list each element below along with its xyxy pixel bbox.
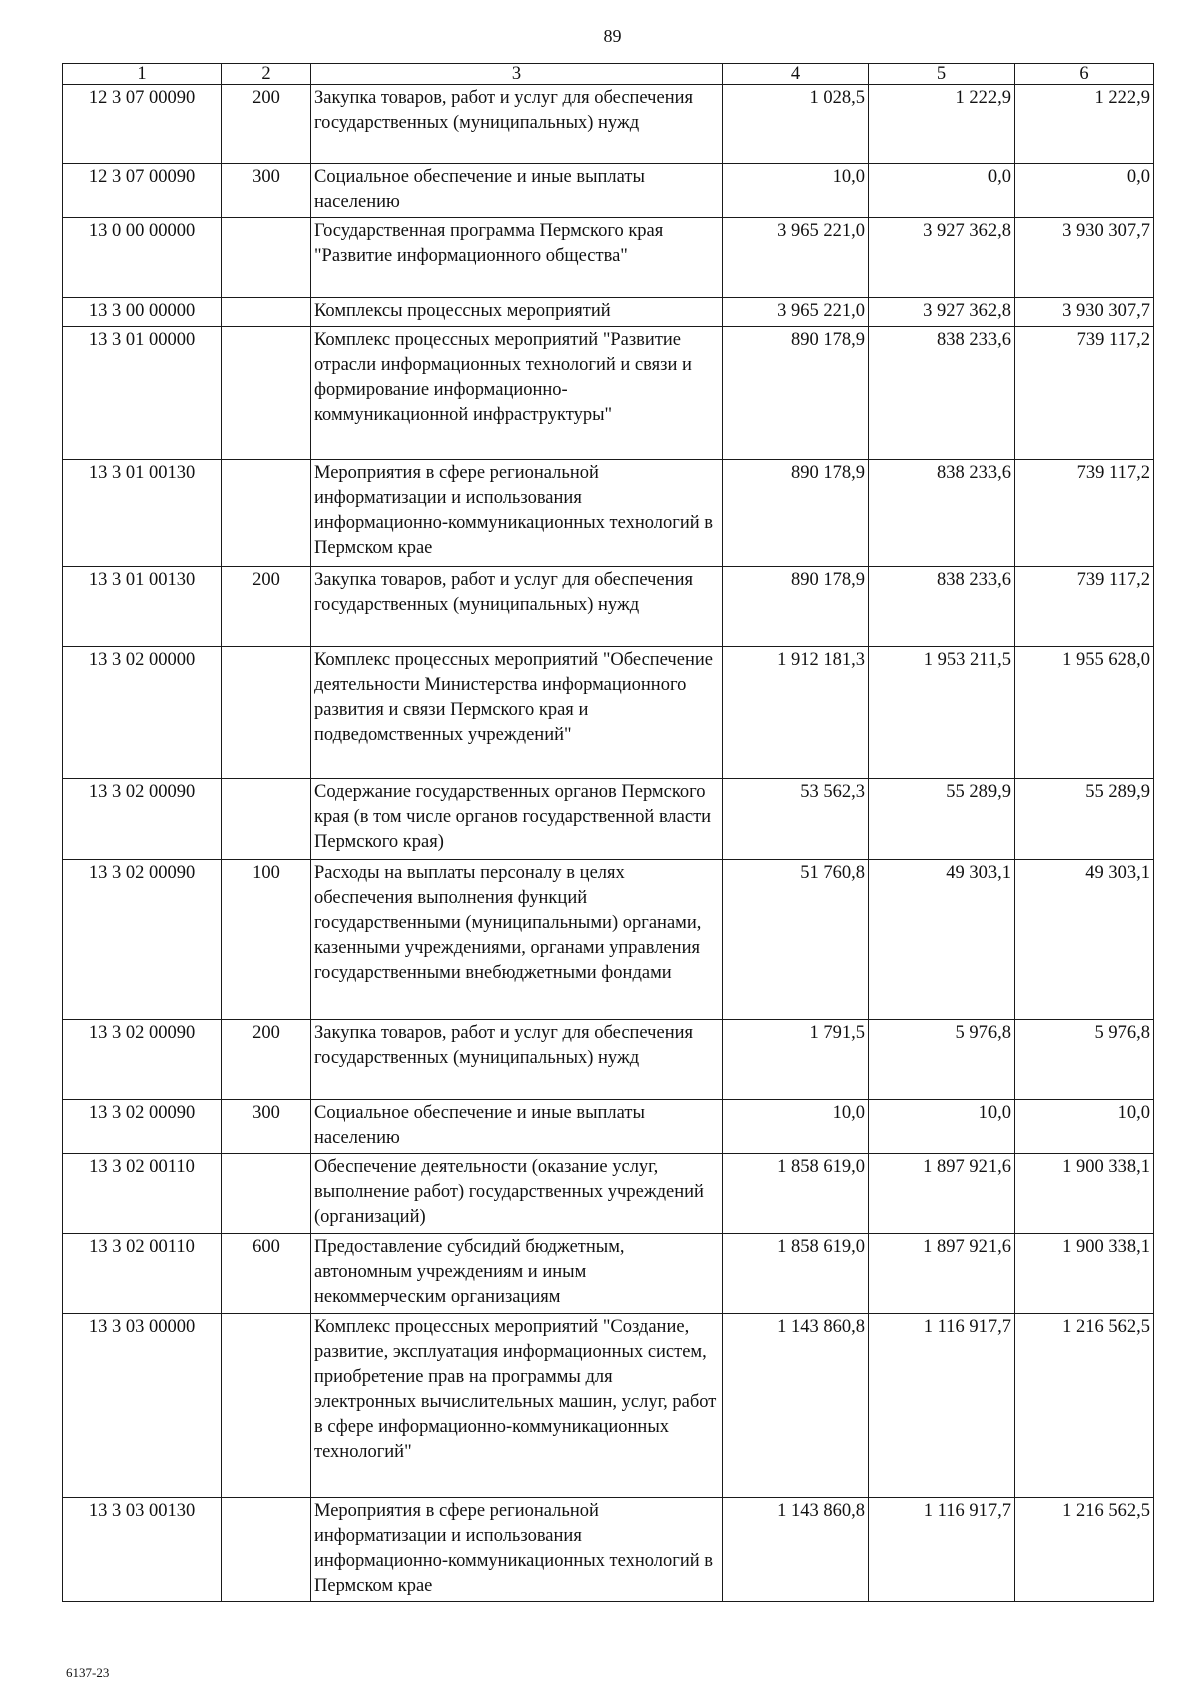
row-value-cell: 1 900 338,1 xyxy=(1015,1154,1154,1234)
row-name-cell: Комплекс процессных мероприятий "Создание, развитие, эксплуатация информационных систем, приобретение прав на программы для электронных вычислительных машин, услуг, работ в сфере информационно-коммуникационных технологий" xyxy=(311,1314,723,1498)
row-code-cell: 13 0 00 00000 xyxy=(63,218,222,298)
row-value-cell: 55 289,9 xyxy=(1015,779,1154,860)
row-value-cell: 739 117,2 xyxy=(1015,460,1154,567)
table-row xyxy=(63,1234,1154,1314)
table-row xyxy=(63,1314,1154,1498)
table-row xyxy=(63,1100,1154,1154)
row-value-cell: 3 965 221,0 xyxy=(723,298,869,327)
row-code-cell: 13 3 01 00130 xyxy=(63,567,222,647)
footer-document-code: 6137-23 xyxy=(66,1665,110,1680)
table-row xyxy=(63,460,1154,567)
table-row xyxy=(63,779,1154,860)
row-code-cell: 13 3 02 00110 xyxy=(63,1234,222,1314)
row-value-cell: 1 116 917,7 xyxy=(869,1314,1015,1498)
column-header: 1 xyxy=(63,64,222,85)
row-value-cell: 890 178,9 xyxy=(723,460,869,567)
row-expense-type-cell xyxy=(222,647,311,779)
row-value-cell: 1 222,9 xyxy=(869,85,1015,164)
row-value-cell: 0,0 xyxy=(869,164,1015,218)
row-value-cell: 1 897 921,6 xyxy=(869,1154,1015,1234)
row-expense-type-cell: 200 xyxy=(222,1020,311,1100)
row-code-cell: 12 3 07 00090 xyxy=(63,85,222,164)
row-value-cell: 890 178,9 xyxy=(723,327,869,460)
table-row xyxy=(63,218,1154,298)
table-row xyxy=(63,567,1154,647)
row-value-cell: 1 953 211,5 xyxy=(869,647,1015,779)
row-name-cell: Обеспечение деятельности (оказание услуг, выполнение работ) государственных учреждений (организаций) xyxy=(311,1154,723,1234)
row-value-cell: 51 760,8 xyxy=(723,860,869,1020)
table-row xyxy=(63,85,1154,164)
row-name-cell: Комплекс процессных мероприятий "Развитие отрасли информационных технологий и связи и формирование информационно-коммуникационной инфраструктуры" xyxy=(311,327,723,460)
row-value-cell: 1 912 181,3 xyxy=(723,647,869,779)
row-value-cell: 3 927 362,8 xyxy=(869,298,1015,327)
row-code-cell: 13 3 02 00090 xyxy=(63,779,222,860)
row-value-cell: 3 930 307,7 xyxy=(1015,218,1154,298)
row-expense-type-cell xyxy=(222,1498,311,1602)
row-expense-type-cell: 300 xyxy=(222,1100,311,1154)
row-name-cell: Социальное обеспечение и иные выплаты населению xyxy=(311,1100,723,1154)
row-value-cell: 3 927 362,8 xyxy=(869,218,1015,298)
row-expense-type-cell xyxy=(222,460,311,567)
row-expense-type-cell xyxy=(222,1154,311,1234)
row-name-cell: Комплекс процессных мероприятий "Обеспечение деятельности Министерства информационного развития и связи Пермского края и подведомственных учреждений" xyxy=(311,647,723,779)
column-header: 5 xyxy=(869,64,1015,85)
column-header: 2 xyxy=(222,64,311,85)
row-value-cell: 1 143 860,8 xyxy=(723,1314,869,1498)
row-value-cell: 739 117,2 xyxy=(1015,567,1154,647)
row-value-cell: 1 222,9 xyxy=(1015,85,1154,164)
row-code-cell: 13 3 01 00130 xyxy=(63,460,222,567)
row-expense-type-cell xyxy=(222,327,311,460)
row-name-cell: Государственная программа Пермского края "Развитие информационного общества" xyxy=(311,218,723,298)
row-code-cell: 13 3 02 00090 xyxy=(63,860,222,1020)
row-name-cell: Закупка товаров, работ и услуг для обеспечения государственных (муниципальных) нужд xyxy=(311,1020,723,1100)
row-expense-type-cell xyxy=(222,779,311,860)
row-value-cell: 0,0 xyxy=(1015,164,1154,218)
row-value-cell: 5 976,8 xyxy=(1015,1020,1154,1100)
row-code-cell: 13 3 00 00000 xyxy=(63,298,222,327)
table-row xyxy=(63,164,1154,218)
row-code-cell: 13 3 02 00110 xyxy=(63,1154,222,1234)
row-value-cell: 1 216 562,5 xyxy=(1015,1498,1154,1602)
page-number: 89 xyxy=(603,26,622,46)
row-code-cell: 13 3 01 00000 xyxy=(63,327,222,460)
row-code-cell: 13 3 02 00000 xyxy=(63,647,222,779)
column-header: 4 xyxy=(723,64,869,85)
row-expense-type-cell: 200 xyxy=(222,567,311,647)
row-name-cell: Закупка товаров, работ и услуг для обеспечения государственных (муниципальных) нужд xyxy=(311,85,723,164)
row-name-cell: Закупка товаров, работ и услуг для обеспечения государственных (муниципальных) нужд xyxy=(311,567,723,647)
row-code-cell: 12 3 07 00090 xyxy=(63,164,222,218)
row-value-cell: 1 858 619,0 xyxy=(723,1154,869,1234)
row-name-cell: Мероприятия в сфере региональной информатизации и использования информационно-коммуникационных технологий в Пермском крае xyxy=(311,1498,723,1602)
row-value-cell: 10,0 xyxy=(723,1100,869,1154)
table-row xyxy=(63,1498,1154,1602)
row-name-cell: Содержание государственных органов Пермского края (в том числе органов государственной власти Пермского края) xyxy=(311,779,723,860)
row-value-cell: 10,0 xyxy=(869,1100,1015,1154)
row-value-cell: 1 116 917,7 xyxy=(869,1498,1015,1602)
row-value-cell: 739 117,2 xyxy=(1015,327,1154,460)
row-name-cell: Мероприятия в сфере региональной информатизации и использования информационно-коммуникационных технологий в Пермском крае xyxy=(311,460,723,567)
row-value-cell: 838 233,6 xyxy=(869,460,1015,567)
row-code-cell: 13 3 03 00130 xyxy=(63,1498,222,1602)
row-value-cell: 55 289,9 xyxy=(869,779,1015,860)
table-row xyxy=(63,1154,1154,1234)
row-value-cell: 53 562,3 xyxy=(723,779,869,860)
row-value-cell: 3 965 221,0 xyxy=(723,218,869,298)
row-value-cell: 49 303,1 xyxy=(1015,860,1154,1020)
column-header: 3 xyxy=(311,64,723,85)
row-code-cell: 13 3 03 00000 xyxy=(63,1314,222,1498)
row-code-cell: 13 3 02 00090 xyxy=(63,1100,222,1154)
row-value-cell: 1 028,5 xyxy=(723,85,869,164)
row-value-cell: 1 216 562,5 xyxy=(1015,1314,1154,1498)
row-code-cell: 13 3 02 00090 xyxy=(63,1020,222,1100)
row-expense-type-cell: 100 xyxy=(222,860,311,1020)
table-row xyxy=(63,298,1154,327)
row-value-cell: 838 233,6 xyxy=(869,327,1015,460)
row-expense-type-cell xyxy=(222,298,311,327)
row-value-cell: 5 976,8 xyxy=(869,1020,1015,1100)
row-name-cell: Комплексы процессных мероприятий xyxy=(311,298,723,327)
row-value-cell: 838 233,6 xyxy=(869,567,1015,647)
row-value-cell: 1 897 921,6 xyxy=(869,1234,1015,1314)
row-value-cell: 1 143 860,8 xyxy=(723,1498,869,1602)
row-name-cell: Предоставление субсидий бюджетным, автономным учреждениям и иным некоммерческим организациям xyxy=(311,1234,723,1314)
row-value-cell: 10,0 xyxy=(1015,1100,1154,1154)
table-row xyxy=(63,327,1154,460)
row-expense-type-cell xyxy=(222,218,311,298)
table-header-row xyxy=(63,64,1154,85)
row-value-cell: 1 791,5 xyxy=(723,1020,869,1100)
table-row xyxy=(63,1020,1154,1100)
table-row xyxy=(63,860,1154,1020)
row-value-cell: 49 303,1 xyxy=(869,860,1015,1020)
row-value-cell: 10,0 xyxy=(723,164,869,218)
row-name-cell: Расходы на выплаты персоналу в целях обеспечения выполнения функций государственными (муниципальными) органами, казенными учреждениями, органами управления государственными внебюджетными фондами xyxy=(311,860,723,1020)
row-expense-type-cell xyxy=(222,1314,311,1498)
row-name-cell: Социальное обеспечение и иные выплаты населению xyxy=(311,164,723,218)
row-value-cell: 1 858 619,0 xyxy=(723,1234,869,1314)
row-expense-type-cell: 600 xyxy=(222,1234,311,1314)
row-value-cell: 1 900 338,1 xyxy=(1015,1234,1154,1314)
column-header: 6 xyxy=(1015,64,1154,85)
row-value-cell: 1 955 628,0 xyxy=(1015,647,1154,779)
row-value-cell: 890 178,9 xyxy=(723,567,869,647)
table-row xyxy=(63,647,1154,779)
row-expense-type-cell: 200 xyxy=(222,85,311,164)
budget-table xyxy=(62,63,1154,1602)
row-value-cell: 3 930 307,7 xyxy=(1015,298,1154,327)
row-expense-type-cell: 300 xyxy=(222,164,311,218)
